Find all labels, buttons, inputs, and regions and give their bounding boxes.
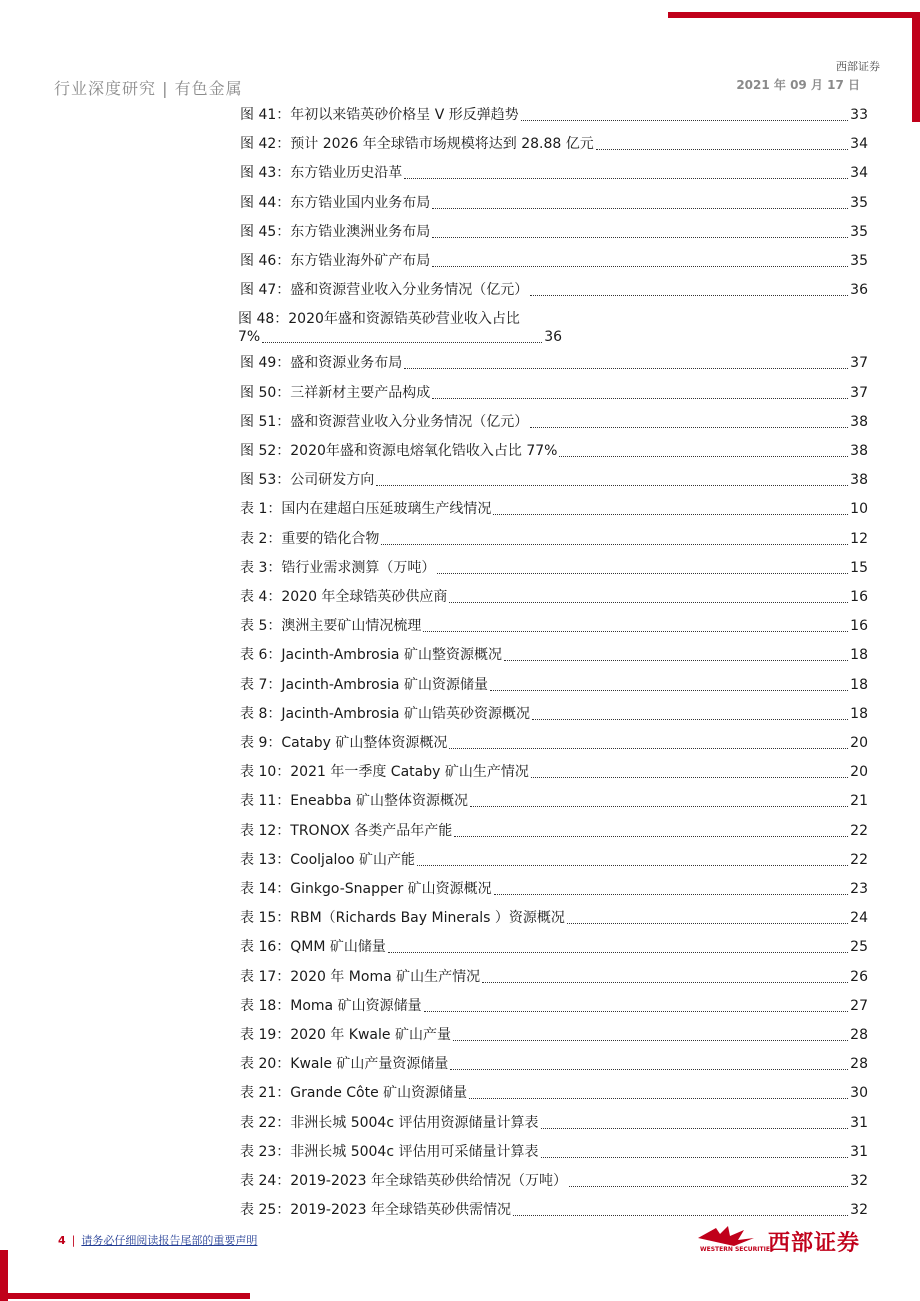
header-brand: 西部证券 (836, 60, 880, 73)
toc-entry[interactable] (240, 350, 868, 372)
toc-leader-dots (417, 864, 848, 866)
toc-entry-page: 26 (850, 968, 868, 985)
toc-entry[interactable] (240, 496, 868, 518)
toc-entry[interactable] (240, 1080, 868, 1102)
toc-leader-dots (262, 341, 542, 343)
toc-entry-page: 37 (850, 355, 868, 372)
toc-entry[interactable] (240, 876, 868, 898)
toc-leader-dots (449, 601, 848, 603)
toc-entry-page: 22 (850, 822, 868, 839)
toc-entry-page: 28 (850, 1027, 868, 1043)
toc-entry[interactable] (240, 1110, 868, 1132)
toc-entry[interactable] (240, 555, 868, 577)
toc-leader-dots (596, 148, 848, 150)
toc-leader-dots (424, 1010, 849, 1012)
toc-leader-dots (381, 543, 848, 545)
toc-entry-page: 12 (850, 530, 868, 547)
toc-entry-label: 表 17：2020 年 Moma 矿山生产情况 (240, 968, 481, 985)
toc-entry-label: 表 25：2019-2023 年全球锆英砂供需情况 (240, 1202, 512, 1219)
toc-entry[interactable] (240, 642, 868, 664)
toc-entry-label: 表 10：2021 年一季度 Cataby 矿山生产情况 (240, 764, 529, 781)
toc-entry[interactable] (238, 306, 866, 346)
toc-entry[interactable] (240, 131, 868, 153)
bottom-red-bar (0, 1293, 250, 1299)
toc-entry-page: 33 (850, 107, 868, 123)
toc-entry-label: 图 44：东方锆业国内业务布局 (240, 194, 431, 211)
toc-entry[interactable] (240, 934, 868, 956)
toc-entry-page: 18 (850, 676, 868, 693)
toc-leader-dots (504, 659, 848, 661)
toc-leader-dots (494, 893, 848, 895)
toc-entry-label: 表 14：Ginkgo-Snapper 矿山资源概况 (240, 881, 492, 897)
toc-entry[interactable] (240, 219, 868, 241)
toc-entry-page: 18 (850, 647, 868, 664)
toc-entry[interactable] (240, 759, 868, 781)
toc-leader-dots (493, 513, 848, 515)
toc-leader-dots (388, 951, 848, 953)
toc-entry-label: 表 20：Kwale 矿山产量资源储量 (240, 1056, 449, 1073)
toc-entry-page: 25 (850, 939, 868, 956)
toc-entry-page: 31 (850, 1143, 868, 1160)
toc-leader-dots (513, 1214, 848, 1216)
toc-entry-page: 23 (850, 881, 868, 897)
toc-entry-label: 图 53：公司研发方向 (240, 472, 375, 489)
header-date: 2021 年 09 月 17 日 (736, 78, 860, 92)
toc-leader-dots (569, 1185, 848, 1187)
footer-separator: | (71, 1234, 76, 1247)
toc-entry[interactable] (240, 993, 868, 1015)
toc-entry-label: 表 12：TRONOX 各类产品年产能 (240, 822, 453, 839)
toc-leader-dots (559, 455, 848, 457)
toc-entry[interactable] (240, 467, 868, 489)
toc-entry-label: 表 3：锆行业需求测算（万吨） (240, 559, 436, 576)
toc-leader-dots (530, 294, 848, 296)
toc-leader-dots (454, 835, 848, 837)
toc-entry[interactable] (240, 584, 868, 606)
toc-entry[interactable] (240, 160, 868, 182)
toc-entry-page: 35 (850, 194, 868, 211)
toc-entry[interactable] (240, 248, 868, 270)
toc-leader-dots (490, 689, 848, 691)
toc-entry-page: 32 (850, 1173, 868, 1189)
top-red-bar (668, 12, 920, 18)
toc-entry-page: 35 (850, 253, 868, 269)
toc-leader-dots (423, 630, 848, 632)
toc-leader-dots (432, 236, 848, 238)
toc-leader-dots (432, 207, 848, 209)
toc-entry-label: 表 8：Jacinth-Ambrosia 矿山锆英砂资源概况 (240, 705, 530, 722)
toc-entry-page: 38 (850, 443, 868, 459)
footer (58, 1232, 257, 1248)
toc-entry[interactable] (240, 701, 868, 723)
toc-leader-dots (449, 747, 848, 749)
toc-entry-page: 20 (850, 764, 868, 781)
toc-leader-dots (470, 805, 848, 807)
disclaimer-link[interactable]: 请务必仔细阅读报告尾部的重要声明 (81, 1234, 258, 1247)
toc-entry-label: 表 11：Eneabba 矿山整体资源概况 (240, 793, 468, 810)
toc-entry-page: 31 (850, 1114, 868, 1131)
toc-leader-dots (453, 1039, 848, 1041)
toc-entry[interactable] (240, 102, 868, 124)
toc-entry-label: 表 22：非洲长城 5004c 评估用资源储量计算表 (240, 1114, 539, 1131)
toc-entry-label: 图 50：三祥新材主要产品构成 (240, 384, 431, 401)
toc-entry-label: 表 4：2020 年全球锆英砂供应商 (240, 589, 448, 605)
brand-logo (694, 1222, 874, 1258)
toc-entry-page: 35 (850, 223, 868, 240)
toc-entry[interactable] (240, 526, 868, 548)
toc-entry-label: 表 16：QMM 矿山储量 (240, 939, 386, 956)
toc-entry-page: 36 (850, 282, 868, 299)
toc-leader-dots (404, 367, 848, 369)
toc-entry-label: 表 9：Cataby 矿山整体资源概况 (240, 735, 448, 751)
toc-leader-dots (532, 718, 848, 720)
toc-entry-label-continued: 7% (238, 329, 261, 346)
toc-entry-page: 20 (850, 735, 868, 751)
toc-entry-label: 表 2：重要的锆化合物 (240, 530, 380, 547)
toc-entry-page: 38 (850, 413, 868, 430)
toc-entry-page: 18 (850, 705, 868, 722)
toc-entry-label: 表 19：2020 年 Kwale 矿山产量 (240, 1027, 451, 1043)
toc-leader-dots (432, 265, 848, 267)
toc-leader-dots (404, 177, 848, 179)
toc-entry[interactable] (240, 905, 868, 927)
toc-entry-label: 图 46：东方锆业海外矿产布局 (240, 253, 431, 269)
toc-entry[interactable] (240, 277, 868, 299)
toc-entry-label: 图 49：盛和资源业务布局 (240, 355, 403, 372)
toc-entry-label: 表 18：Moma 矿山资源储量 (240, 997, 422, 1014)
toc-entry-label: 图 52：2020年盛和资源电熔氧化锆收入占比 77% (240, 443, 558, 459)
toc-entry-page: 37 (850, 384, 868, 401)
toc-entry-label: 表 23：非洲长城 5004c 评估用可采储量计算表 (240, 1143, 539, 1160)
toc-leader-dots (469, 1097, 848, 1099)
toc-entry-label: 表 13：Cooljaloo 矿山产能 (240, 851, 415, 868)
toc-entry-page: 15 (850, 559, 868, 576)
top-right-red-bar (912, 12, 920, 122)
toc-entry[interactable] (240, 730, 868, 752)
toc-leader-dots (482, 981, 848, 983)
toc-entry[interactable] (240, 672, 868, 694)
toc-leader-dots (450, 1068, 848, 1070)
toc-entry-page: 22 (850, 851, 868, 868)
toc-entry-page: 16 (850, 618, 868, 635)
toc-entry-page: 27 (850, 997, 868, 1014)
western-securities-logo-icon (694, 1224, 775, 1254)
toc-entry-page: 10 (850, 501, 868, 518)
toc-entry[interactable] (240, 613, 868, 635)
toc-entry-label: 表 7：Jacinth-Ambrosia 矿山资源储量 (240, 676, 488, 693)
toc-entry[interactable] (240, 964, 868, 986)
toc-leader-dots (432, 397, 848, 399)
toc-entry-page: 32 (850, 1202, 868, 1219)
toc-entry-page: 38 (850, 472, 868, 489)
toc-leader-dots (437, 572, 848, 574)
toc-entry-page: 30 (850, 1085, 868, 1102)
toc-entry-page: 36 (544, 329, 563, 346)
toc-entry-label: 图 45：东方锆业澳洲业务布局 (240, 223, 431, 240)
logo-text: 西部证券 (768, 1231, 861, 1256)
toc-entry[interactable] (240, 1139, 868, 1161)
toc-entry[interactable] (240, 438, 868, 460)
toc-leader-dots (531, 776, 848, 778)
toc-leader-dots (376, 484, 848, 486)
toc-entry-page: 28 (850, 1056, 868, 1073)
toc-entry-page: 24 (850, 910, 868, 927)
toc-entry-label: 表 6：Jacinth-Ambrosia 矿山整资源概况 (240, 647, 502, 664)
toc-entry-label: 表 24：2019-2023 年全球锆英砂供给情况（万吨） (240, 1173, 568, 1189)
toc-entry-label: 表 21：Grande Côte 矿山资源储量 (240, 1085, 468, 1102)
toc-leader-dots (530, 426, 848, 428)
toc-entry[interactable] (240, 1197, 868, 1219)
toc-entry-label: 图 47：盛和资源营业收入分业务情况（亿元） (240, 282, 529, 299)
toc-entry-page: 16 (850, 589, 868, 605)
toc-entry-page: 34 (850, 165, 868, 182)
toc-entry[interactable] (240, 190, 868, 212)
toc-entry[interactable] (240, 1051, 868, 1073)
toc-entry[interactable] (240, 788, 868, 810)
toc-entry[interactable] (240, 847, 868, 869)
toc-entry-label: 图 48：2020年盛和资源锆英砂营业收入占比 (238, 311, 520, 328)
toc-entry[interactable] (240, 409, 868, 431)
logo-sub-text: WESTERN SECURITIES (700, 1246, 775, 1253)
header-title: 行业深度研究 | 有色金属 (54, 79, 243, 98)
toc-entry[interactable] (240, 1022, 868, 1044)
toc-entry-label: 表 1：国内在建超白压延玻璃生产线情况 (240, 501, 492, 518)
toc-entry[interactable] (240, 380, 868, 402)
page-number: 4 (58, 1234, 66, 1247)
toc-entry-label: 表 15：RBM（Richards Bay Minerals ）资源概况 (240, 910, 565, 927)
toc-leader-dots (567, 922, 848, 924)
toc-entry[interactable] (240, 818, 868, 840)
toc-entry-label: 图 41：年初以来锆英砂价格呈 V 形反弹趋势 (240, 107, 519, 123)
toc-entry[interactable] (240, 1168, 868, 1190)
toc-entry-label: 图 42：预计 2026 年全球锆市场规模将达到 28.88 亿元 (240, 136, 594, 153)
toc-entry-label: 图 51：盛和资源营业收入分业务情况（亿元） (240, 413, 529, 430)
toc-entry-label: 表 5：澳洲主要矿山情况梳理 (240, 618, 422, 635)
toc-leader-dots (541, 1127, 849, 1129)
toc-leader-dots (541, 1156, 849, 1158)
toc-entry-label: 图 43：东方锆业历史沿革 (240, 165, 403, 182)
toc-entry-page: 34 (850, 136, 868, 153)
toc-leader-dots (521, 119, 848, 121)
toc-entry-page: 21 (850, 793, 868, 810)
